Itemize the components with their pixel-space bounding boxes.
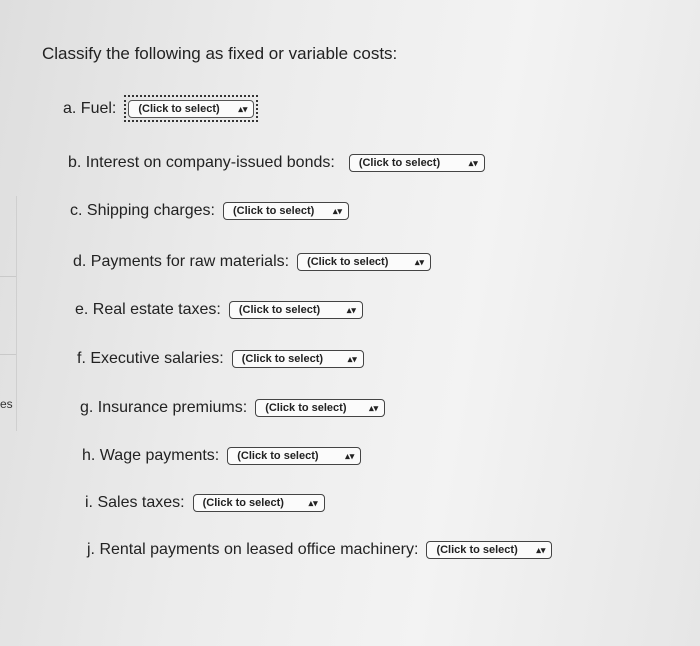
panel-divider [0, 276, 16, 277]
page-title: Classify the following as fixed or variable costs: [42, 44, 398, 63]
cut-off-text: es [0, 397, 13, 411]
up-down-chevron-icon: ▴▾ [369, 402, 379, 413]
select-value: (Click to select) [265, 402, 347, 414]
question-label: a. Fuel: [63, 99, 117, 117]
select-value: (Click to select) [202, 497, 284, 509]
select-executive-salaries[interactable] [232, 350, 364, 368]
question-label: c. Shipping charges: [70, 202, 215, 219]
up-down-chevron-icon: ▴▾ [238, 103, 248, 114]
up-down-chevron-icon: ▴▾ [468, 157, 478, 168]
question-raw-materials [73, 253, 431, 271]
select-value: (Click to select) [232, 205, 315, 217]
up-down-chevron-icon: ▴▾ [415, 256, 425, 267]
question-label: b. Interest on company-issued bonds: [68, 154, 335, 171]
up-down-chevron-icon: ▴▾ [346, 304, 356, 315]
question-label: g. Insurance premiums: [80, 399, 248, 416]
question-interest-bonds [68, 154, 485, 172]
select-insurance-premiums[interactable] [255, 399, 385, 417]
select-value: (Click to select) [237, 450, 319, 462]
up-down-chevron-icon: ▴▾ [347, 353, 357, 364]
question-shipping-charges [70, 202, 349, 220]
up-down-chevron-icon: ▴▾ [536, 544, 546, 555]
focus-ring [124, 95, 258, 122]
select-sales-taxes[interactable] [193, 494, 325, 512]
select-value: (Click to select) [238, 304, 321, 316]
question-label: d. Payments for raw materials: [73, 253, 290, 270]
question-rental-payments [87, 541, 552, 559]
question-sales-taxes [85, 494, 325, 512]
left-panel-edge [0, 196, 17, 431]
select-value: (Click to select) [138, 103, 220, 115]
panel-divider [0, 354, 16, 355]
up-down-chevron-icon: ▴▾ [345, 450, 355, 461]
select-real-estate-taxes[interactable] [229, 301, 363, 319]
question-label: j. Rental payments on leased office machinery: [87, 541, 419, 558]
question-insurance-premiums [80, 399, 385, 417]
question-wage-payments [82, 447, 361, 465]
question-label: f. Executive salaries: [77, 350, 224, 367]
select-value: (Click to select) [436, 544, 518, 556]
up-down-chevron-icon: ▴▾ [332, 205, 342, 216]
up-down-chevron-icon: ▴▾ [308, 497, 318, 508]
question-fuel [63, 95, 258, 122]
select-value: (Click to select) [358, 157, 441, 169]
select-shipping-charges[interactable] [223, 202, 349, 220]
select-raw-materials[interactable] [297, 253, 431, 271]
select-value: (Click to select) [241, 353, 324, 365]
question-label: e. Real estate taxes: [75, 301, 221, 318]
question-label: i. Sales taxes: [85, 494, 185, 511]
question-real-estate-taxes [75, 301, 363, 319]
select-fuel[interactable] [128, 100, 254, 118]
select-wage-payments[interactable] [227, 447, 361, 465]
question-label: h. Wage payments: [82, 447, 220, 464]
question-executive-salaries [77, 350, 364, 368]
select-interest-bonds[interactable] [349, 154, 485, 172]
select-rental-payments[interactable] [426, 541, 552, 559]
select-value: (Click to select) [307, 256, 389, 268]
